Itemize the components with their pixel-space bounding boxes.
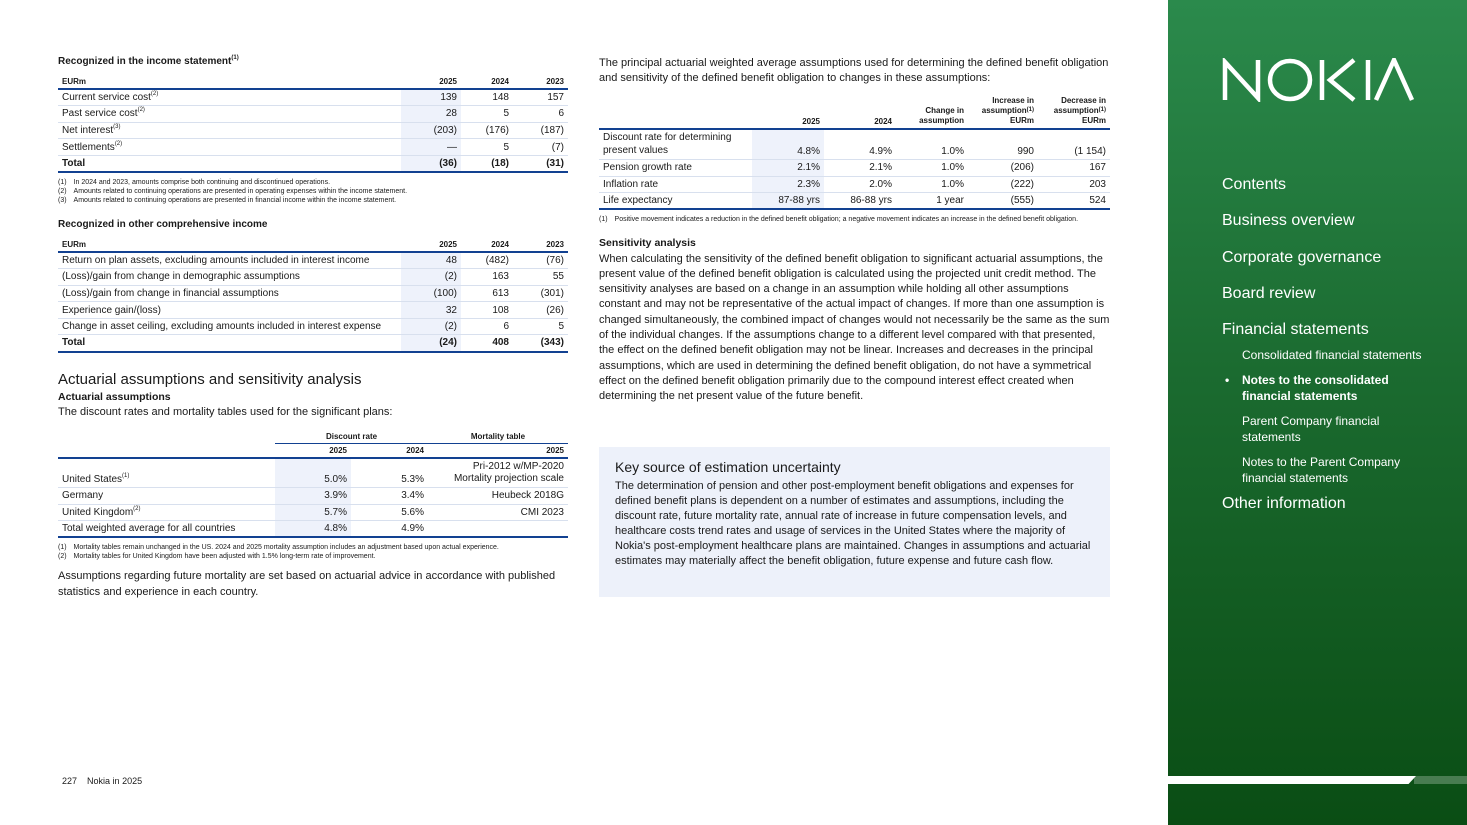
- nokia-logo-icon: [1222, 58, 1414, 102]
- table-row: United Kingdom$^{(2)}$ 5.7% 5.6% CMI 2023: [58, 504, 568, 521]
- col-header: Decrease in assumption$^{(1)}$ EURm: [1038, 94, 1110, 129]
- sidebar: [1168, 0, 1467, 825]
- col-header: 2025: [401, 238, 461, 252]
- sensitivity-title: Sensitivity analysis: [599, 237, 696, 250]
- discount-mortality-table: [58, 430, 568, 538]
- income-footnotes: (1) In 2024 and 2023, amounts comprise both continuing and discontinued operations. (2) Amounts related to continuing operations are presented in operating expenses within the income statement. (3) Amounts related to continuing operations are presented in financial income within the income statement.: [58, 178, 408, 204]
- col-header: 2024: [351, 444, 428, 459]
- table-row: United States$^{(1)}$ 5.0% 5.3% Pri-2012 w/MP-2020 Mortality projection scale: [58, 458, 568, 488]
- estimation-uncertainty-box: [599, 447, 1110, 597]
- table-row: Germany 3.9% 3.4% Heubeck 2018G: [58, 488, 568, 505]
- col-header: 2024: [461, 238, 513, 252]
- nav-item-business-overview[interactable]: Business overview: [1222, 212, 1355, 230]
- table-row: Change in asset ceiling, excluding amounts included in interest expense (2) 6 5: [58, 318, 568, 335]
- col-header: EURm: [58, 75, 401, 89]
- left-column: [58, 56, 568, 600]
- table-row: Settlements$^{(2)}$ — 5 (7): [58, 139, 568, 156]
- col-header: 2023: [513, 238, 568, 252]
- page-footer: [62, 776, 142, 786]
- mortality-closing: Assumptions regarding future mortality are set based on actuarial advice in accordance with published statistics and experience in each country.: [58, 570, 556, 598]
- table-row: Discount rate for determining present values 4.8% 4.9% 1.0% 990 (1 154): [599, 129, 1110, 160]
- table-row: Total weighted average for all countries 4.8% 4.9%: [58, 521, 568, 538]
- table-row: Inflation rate 2.3% 2.0% 1.0% (222) 203: [599, 176, 1110, 193]
- subnav-item-parent-company[interactable]: Parent Company financial statements: [1242, 413, 1380, 445]
- right-column: [599, 56, 1110, 405]
- col-header: 2025: [401, 75, 461, 89]
- group-header: Mortality table: [428, 430, 568, 444]
- table-row: (Loss)/gain from change in demographic assumptions (2) 163 55: [58, 269, 568, 286]
- table-row: (Loss)/gain from change in financial assumptions (100) 613 (301): [58, 285, 568, 302]
- col-header: Increase in assumption$^{(1)}$ EURm: [968, 94, 1038, 129]
- oci-table: [58, 238, 568, 353]
- col-header: 2025: [752, 94, 824, 129]
- table-row: Life expectancy 87-88 yrs 86-88 yrs 1 year (555) 524: [599, 193, 1110, 210]
- sensitivity-text: When calculating the sensitivity of the defined benefit obligation to significant actuarial assumptions, the present value of the defined benefit obligation is calculated using the projected unit credit method. The sensitivity analyses are based on a change in an assumption while holding all other assumptions constant and may not be representative of the actual impact of changes. If more than one assumption is changed simultaneously, the combined impact of changes would not necessarily be the same as the sum of the individual changes. If the assumptions change to a different level compared with that presented, the effect on the defined benefit obligation may not be linear. Increases and decreases in the principal assumptions, which are used in determining the defined benefit obligation, do not have a symmetrical effect on the defined benefit obligation primarily due to the compound interest effect created when determining the net present value of the future benefit.: [599, 252, 1110, 403]
- subnav-item-notes-parent[interactable]: Notes to the Parent Company financial statements: [1242, 454, 1401, 486]
- income-statement-title: Recognized in the income statement$^{(1)}$: [58, 55, 239, 67]
- col-header: 2023: [513, 75, 568, 89]
- sidebar-nav: [1222, 176, 1432, 531]
- actuarial-footnotes: (1) Mortality tables remain unchanged in the US. 2024 and 2025 mortality assumption includes an adjustment based upon actual experience. (2) Mortality tables for United Kingdom have been adjusted with 1.5% long-term rate of improvement.: [58, 544, 499, 561]
- table-row: Pension growth rate 2.1% 2.1% 1.0% (206) 167: [599, 160, 1110, 177]
- page-number: 227: [62, 776, 78, 786]
- col-header: EURm: [58, 238, 401, 252]
- uncertainty-title: Key source of estimation uncertainty: [615, 459, 841, 475]
- table-row: Past service cost$^{(2)}$ 28 5 6: [58, 106, 568, 123]
- table-row: Net interest$^{(3)}$ (203) (176) (187): [58, 122, 568, 139]
- uncertainty-text: The determination of pension and other post-employment benefit obligations and expenses for defined benefit plans is dependent on a number of estimates and assumptions, including the discount rate, future mortality rate, annual rate of increase in future compensation levels, and healthcare costs trend rates and usage of services in the United States where the majority of Nokia's post-employment healthcare plans are maintained. Changes in assumptions and actuarial estimates may materially affect the benefit obligation, future expense and future cash flow.: [615, 480, 1091, 568]
- col-header: 2025: [428, 444, 568, 459]
- table-row: Experience gain/(loss) 32 108 (26): [58, 302, 568, 319]
- income-statement-table: [58, 75, 568, 173]
- sidebar-progress-bar: [1168, 776, 1416, 784]
- principal-footnotes: (1) Positive movement indicates a reduction in the defined benefit obligation; a negative movement indicates an increase in the defined benefit obligation.: [599, 216, 1079, 224]
- table-row: Return on plan assets, excluding amounts included in interest income 48 (482) (76): [58, 252, 568, 269]
- col-header: 2025: [275, 444, 351, 459]
- subnav-item-notes-consolidated[interactable]: • Notes to the consolidated financial statements: [1222, 372, 1432, 405]
- actuarial-heading: Actuarial assumptions and sensitivity analysis: [58, 370, 362, 388]
- table-row: Current service cost$^{(2)}$ 139 148 157: [58, 89, 568, 106]
- col-header: Change in assumption: [896, 94, 968, 129]
- principal-assumptions-table: [599, 94, 1110, 210]
- col-header: 2024: [824, 94, 896, 129]
- nav-item-financial-statements[interactable]: Financial statements: [1222, 321, 1369, 339]
- group-header: Discount rate: [275, 430, 428, 444]
- col-header: 2024: [461, 75, 513, 89]
- oci-title: Recognized in other comprehensive income: [58, 218, 268, 230]
- nav-item-other-information[interactable]: Other information: [1222, 494, 1346, 512]
- total-row: Total (36) (18) (31): [58, 155, 568, 172]
- nav-item-board-review[interactable]: Board review: [1222, 284, 1316, 302]
- nav-item-corporate-governance[interactable]: Corporate governance: [1222, 248, 1382, 266]
- nav-item-contents[interactable]: Contents: [1222, 176, 1287, 193]
- principal-intro: The principal actuarial weighted average assumptions used for determining the defined benefit obligation and sensitivity of the defined benefit obligation to changes in these assumptions:: [599, 57, 1109, 84]
- total-row: Total (24) 408 (343): [58, 335, 568, 352]
- nokia-logo: [1222, 58, 1414, 107]
- sidebar-progress-track: [1414, 776, 1467, 784]
- document-name: Nokia in 2025: [87, 776, 143, 786]
- actuarial-intro: The discount rates and mortality tables used for the significant plans:: [58, 405, 393, 418]
- actuarial-subheading: Actuarial assumptions: [58, 390, 171, 403]
- subnav-item-consolidated[interactable]: Consolidated financial statements: [1242, 348, 1422, 363]
